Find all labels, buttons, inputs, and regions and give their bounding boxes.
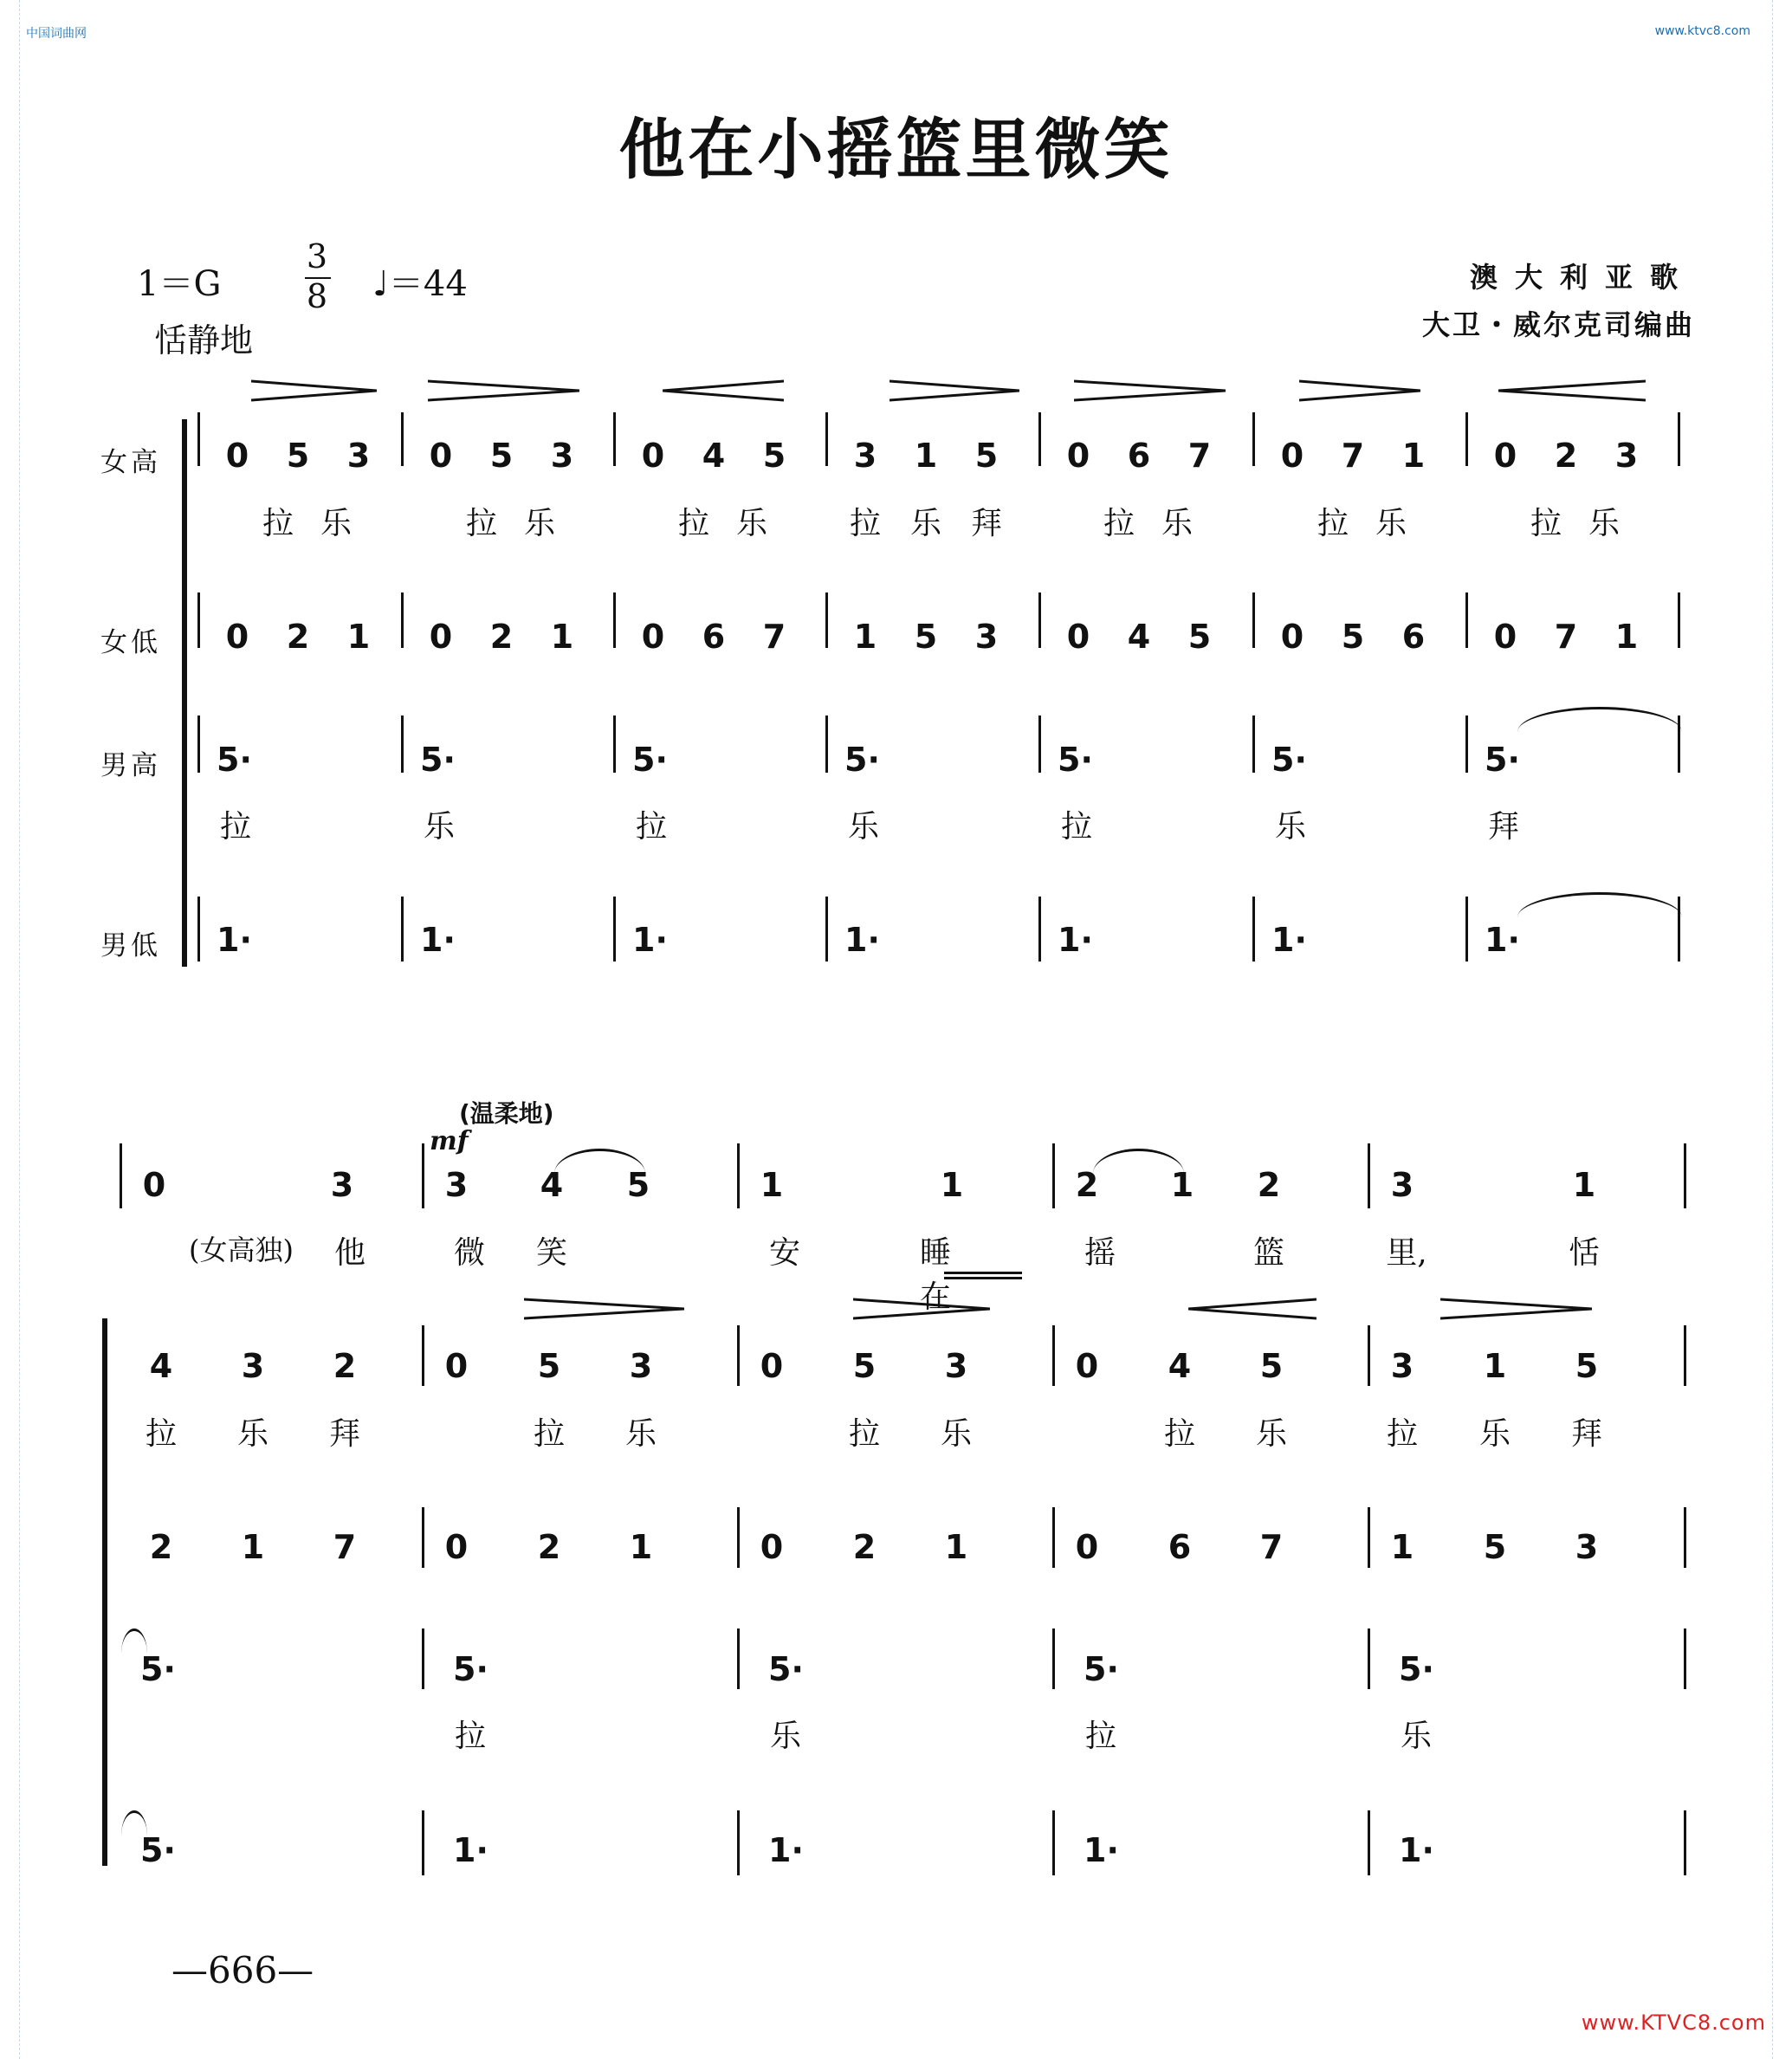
soprano-note: 5: [1259, 1347, 1284, 1385]
soprano-note: 3: [944, 1347, 968, 1385]
system1-barline-tenor: [197, 715, 200, 773]
soprano-note: 1: [1483, 1347, 1507, 1385]
watermark-bottom: www.KTVC8.com: [1581, 2010, 1766, 2035]
system2-barline-solo: [422, 1143, 424, 1208]
alto-note: 1: [241, 1528, 265, 1566]
alto-note: 0: [641, 618, 665, 656]
system1-barline-alto: [1038, 592, 1041, 648]
song-origin: 澳大利亚歌: [1469, 261, 1695, 294]
bass-note: 1·: [453, 1831, 488, 1869]
tenor-lyric: 拉: [1084, 1719, 1116, 1754]
bass-note: 1·: [420, 921, 456, 959]
system2-barline-sop: [1684, 1325, 1686, 1386]
soprano-note: 0: [1280, 437, 1304, 475]
soprano-lyric: 拉: [1530, 506, 1562, 541]
song-arranger: 大卫・威尔克司编曲: [1421, 308, 1695, 341]
system2-barline-solo: [1368, 1143, 1370, 1208]
soprano-note: 0: [1066, 437, 1090, 475]
solo-lyric: 安: [768, 1235, 800, 1271]
left-margin-strip: [0, 0, 20, 2059]
tenor-note: 5·: [1271, 741, 1307, 779]
alto-note: 1: [1390, 1528, 1414, 1566]
page-number: —666—: [171, 1949, 314, 1991]
soprano-lyric: 乐: [909, 506, 941, 541]
solo-note: 0: [142, 1166, 166, 1204]
soprano-lyric: 拉: [848, 1416, 880, 1452]
alto-note: 7: [1554, 618, 1578, 656]
alto-note: 2: [537, 1528, 561, 1566]
hairpin-crescendo: [663, 378, 784, 404]
soprano-lyric: 拉: [677, 506, 709, 541]
system1-barline-alto: [1252, 592, 1255, 648]
soprano-note: 5: [762, 437, 786, 475]
soprano-lyric: 乐: [320, 506, 352, 541]
solo-note: 3: [1390, 1166, 1414, 1204]
system1-barline-bass: [825, 897, 828, 962]
alto-note: 1: [944, 1528, 968, 1566]
tenor-note: 5·: [768, 1650, 804, 1688]
soprano-lyric: 乐: [735, 506, 767, 541]
soprano-lyric: 拉: [849, 506, 881, 541]
system1-barline-bass: [613, 897, 616, 962]
alto-note: 5: [1341, 618, 1365, 656]
system1-barline-tenor: [1038, 715, 1041, 773]
soprano-note: 6: [1127, 437, 1151, 475]
soprano-note: 4: [702, 437, 726, 475]
system2-barline-sop: [1368, 1325, 1370, 1386]
system2-barline-alto: [1368, 1507, 1370, 1568]
system2-barline-sop: [737, 1325, 740, 1386]
alto-note: 0: [429, 618, 453, 656]
system1-barline-sop: [1252, 412, 1255, 466]
soprano-lyric: 乐: [1478, 1416, 1511, 1452]
system2-barline-alto: [1684, 1507, 1686, 1568]
soprano-lyric: 拉: [1163, 1416, 1195, 1452]
soprano-note: 0: [641, 437, 665, 475]
tie: [1517, 892, 1682, 917]
soprano-lyric: 拉: [262, 506, 294, 541]
alto-note: 0: [1075, 1528, 1099, 1566]
hairpin-decrescendo: [853, 1296, 990, 1322]
hairpin-decrescendo: [428, 378, 579, 404]
alto-note: 5: [1483, 1528, 1507, 1566]
quarter-note-icon: ♩: [372, 264, 389, 304]
soprano-lyric: 乐: [940, 1416, 972, 1452]
system2-bracket: [102, 1318, 107, 1866]
system1-barline-sop: [1678, 412, 1680, 466]
alto-note: 2: [852, 1528, 877, 1566]
system2-barline-solo: [1052, 1143, 1055, 1208]
alto-note: 3: [974, 618, 999, 656]
bass-note: 1·: [1399, 1831, 1434, 1869]
soprano-lyric: 拜: [970, 506, 1002, 541]
system2-barline-bass: [1684, 1810, 1686, 1875]
soprano-note: 5: [974, 437, 999, 475]
solo-lyric: 睡在: [919, 1235, 951, 1315]
bass-note: 1·: [1058, 921, 1093, 959]
hairpin-crescendo: [1188, 1296, 1317, 1322]
bass-note: 1·: [1084, 1831, 1119, 1869]
song-title: 他在小摇篮里微笑: [618, 111, 1174, 188]
soprano-note: 7: [1187, 437, 1212, 475]
voice-label-soprano: 女高: [100, 447, 161, 478]
soprano-note: 4: [149, 1347, 173, 1385]
system1-barline-sop: [825, 412, 828, 466]
soprano-lyric: 乐: [1375, 506, 1407, 541]
system2-barline-bass: [737, 1810, 740, 1875]
system1-barline-bass: [1678, 897, 1680, 962]
hairpin-decrescendo: [1299, 378, 1420, 404]
solo-lyric: 摇: [1084, 1235, 1116, 1271]
tenor-lyric: 拉: [1060, 809, 1092, 845]
tenor-lyric: 拉: [219, 809, 251, 845]
bass-note: 1·: [1271, 921, 1307, 959]
system1-barline-alto: [1678, 592, 1680, 648]
hairpin-decrescendo: [1074, 378, 1226, 404]
dynamic-mf: mf: [430, 1126, 469, 1156]
system1-barline-bass: [1038, 897, 1041, 962]
system1-barline-tenor: [1465, 715, 1468, 773]
alto-note: 0: [225, 618, 249, 656]
solo-lyric: 微: [453, 1235, 485, 1271]
alto-note: 4: [1127, 618, 1151, 656]
system2-barline-solo: [1684, 1143, 1686, 1208]
alto-note: 7: [762, 618, 786, 656]
system2-barline-bass: [422, 1810, 424, 1875]
tenor-note: 5·: [453, 1650, 488, 1688]
hairpin-decrescendo: [1440, 1296, 1592, 1322]
soprano-lyric: 乐: [1588, 506, 1620, 541]
system1-barline-bass: [1252, 897, 1255, 962]
tenor-lyric: 拉: [454, 1719, 486, 1754]
hairpin-decrescendo: [251, 378, 377, 404]
system1-barline-bass: [197, 897, 200, 962]
voice-label-alto: 女低: [100, 627, 161, 658]
hairpin-crescendo: [1498, 378, 1646, 404]
lyric-underline: [944, 1272, 1022, 1274]
soprano-lyric: 乐: [523, 506, 555, 541]
system2-barline-sop: [422, 1325, 424, 1386]
time-signature-numerator: 3: [306, 237, 328, 275]
voice-label-tenor: 男高: [100, 750, 161, 781]
alto-note: 0: [1280, 618, 1304, 656]
system1-barline-bass: [401, 897, 404, 962]
system1-barline-alto: [613, 592, 616, 648]
bass-note: 1·: [632, 921, 668, 959]
bass-note: 1·: [768, 1831, 804, 1869]
system2-barline-alto: [422, 1507, 424, 1568]
tenor-note: 5·: [1084, 1650, 1119, 1688]
soprano-note: 3: [550, 437, 574, 475]
key-signature: 1＝G: [137, 264, 222, 304]
system1-barline-sop: [197, 412, 200, 466]
system1-bracket: [182, 419, 187, 967]
solo-note: 1: [1572, 1166, 1596, 1204]
soprano-lyric: 拉: [1103, 506, 1135, 541]
soprano-note: 2: [333, 1347, 357, 1385]
soprano-lyric: 拜: [328, 1416, 360, 1452]
alto-note: 6: [1401, 618, 1426, 656]
tenor-lyric: 乐: [1274, 809, 1306, 845]
solo-note: 2: [1257, 1166, 1281, 1204]
bass-note: 1·: [844, 921, 880, 959]
soprano-note: 0: [760, 1347, 784, 1385]
bass-note: 5·: [140, 1831, 176, 1869]
system2-barline-tenor: [1368, 1628, 1370, 1689]
tenor-note: 5·: [1058, 741, 1093, 779]
right-margin-strip: [1772, 0, 1792, 2059]
system1-barline-tenor: [613, 715, 616, 773]
alto-note: 2: [149, 1528, 173, 1566]
system2-barline-tenor: [1052, 1628, 1055, 1689]
solo-note: 1: [1170, 1166, 1194, 1204]
system1-barline-sop: [613, 412, 616, 466]
soprano-note: 3: [1614, 437, 1639, 475]
tenor-note: 5·: [140, 1650, 176, 1688]
alto-note: 1: [629, 1528, 653, 1566]
system1-barline-sop: [1465, 412, 1468, 466]
soprano-lyric: 乐: [1255, 1416, 1287, 1452]
watermark-right: www.ktvc8.com: [1654, 24, 1750, 38]
tie: [1517, 707, 1682, 732]
solo-note: 3: [330, 1166, 354, 1204]
soprano-note: 0: [444, 1347, 469, 1385]
tenor-lyric: 拜: [1487, 809, 1519, 845]
solo-lyric: 他: [333, 1235, 366, 1271]
solo-note: 1: [760, 1166, 784, 1204]
system2-barline-alto: [1052, 1507, 1055, 1568]
solo-note: 3: [444, 1166, 469, 1204]
alto-note: 6: [702, 618, 726, 656]
soprano-note: 2: [1554, 437, 1578, 475]
soprano-note: 5: [852, 1347, 877, 1385]
system2-barline-solo: [737, 1143, 740, 1208]
system1-barline-sop: [1038, 412, 1041, 466]
alto-note: 5: [914, 618, 938, 656]
alto-note: 1: [853, 618, 877, 656]
tenor-note: 5·: [420, 741, 456, 779]
system1-barline-bass: [1465, 897, 1468, 962]
tenor-note: 5·: [844, 741, 880, 779]
soprano-note: 7: [1341, 437, 1365, 475]
expression-marking: 恬静地: [154, 321, 254, 359]
tempo-marking: ♩＝44: [372, 264, 468, 304]
soprano-lyric: 拉: [533, 1416, 565, 1452]
lyric-underline: [944, 1277, 1022, 1279]
soprano-note: 3: [1390, 1347, 1414, 1385]
system2-barline-tenor: [422, 1628, 424, 1689]
soprano-note: 1: [1401, 437, 1426, 475]
system1-barline-alto: [1465, 592, 1468, 648]
solo-lyric: 篮: [1252, 1235, 1284, 1271]
system1-barline-tenor: [401, 715, 404, 773]
alto-note: 3: [1575, 1528, 1599, 1566]
tie-end: [121, 1810, 147, 1836]
alto-note: 2: [489, 618, 514, 656]
system1-barline-alto: [401, 592, 404, 648]
soprano-note: 3: [629, 1347, 653, 1385]
soprano-note: 5: [489, 437, 514, 475]
solo-note: 5: [626, 1166, 650, 1204]
system2-barline-solo: [120, 1143, 122, 1208]
soprano-note: 1: [914, 437, 938, 475]
solo-note: 2: [1075, 1166, 1099, 1204]
solo-label: (女高独): [189, 1233, 294, 1266]
soprano-note: 0: [1493, 437, 1517, 475]
solo-note: 1: [940, 1166, 964, 1204]
tenor-lyric: 拉: [635, 809, 667, 845]
system1-barline-alto: [197, 592, 200, 648]
watermark-left: 中国词曲网: [26, 27, 87, 41]
bass-note: 1·: [1485, 921, 1520, 959]
solo-lyric: 恬: [1568, 1235, 1600, 1271]
soprano-note: 0: [225, 437, 249, 475]
voice-label-bass: 男低: [100, 930, 161, 962]
alto-note: 0: [1066, 618, 1090, 656]
soprano-lyric: 拉: [145, 1416, 177, 1452]
tenor-lyric: 乐: [423, 809, 455, 845]
hairpin-decrescendo: [890, 378, 1019, 404]
system2-barline-tenor: [737, 1628, 740, 1689]
soprano-note: 3: [346, 437, 371, 475]
soprano-lyric: 乐: [624, 1416, 657, 1452]
soprano-note: 0: [1075, 1347, 1099, 1385]
tenor-lyric: 乐: [769, 1719, 801, 1754]
tenor-lyric: 乐: [847, 809, 879, 845]
system1-barline-tenor: [825, 715, 828, 773]
soprano-lyric: 拜: [1570, 1416, 1602, 1452]
alto-note: 6: [1168, 1528, 1192, 1566]
bass-note: 1·: [217, 921, 252, 959]
alto-note: 5: [1187, 618, 1212, 656]
solo-lyric: 笑: [535, 1235, 567, 1271]
soprano-lyric: 拉: [465, 506, 497, 541]
soprano-note: 5: [537, 1347, 561, 1385]
soprano-lyric: 乐: [1161, 506, 1193, 541]
alto-note: 0: [760, 1528, 784, 1566]
system1-barline-tenor: [1252, 715, 1255, 773]
system2-barline-bass: [1052, 1810, 1055, 1875]
tenor-lyric: 乐: [1400, 1719, 1432, 1754]
alto-note: 1: [550, 618, 574, 656]
soprano-note: 4: [1168, 1347, 1192, 1385]
alto-note: 2: [286, 618, 310, 656]
solo-lyric: 里,: [1386, 1235, 1427, 1271]
system1-barline-alto: [825, 592, 828, 648]
slur: [554, 1149, 645, 1174]
soprano-note: 3: [853, 437, 877, 475]
time-signature-denominator: 8: [306, 277, 328, 315]
tenor-note: 5·: [1399, 1650, 1434, 1688]
system2-barline-sop: [1052, 1325, 1055, 1386]
system2-barline-bass: [1368, 1810, 1370, 1875]
alto-note: 1: [1614, 618, 1639, 656]
alto-note: 7: [1259, 1528, 1284, 1566]
soprano-lyric: 拉: [1386, 1416, 1418, 1452]
solo-note: 4: [540, 1166, 564, 1204]
soprano-note: 5: [1575, 1347, 1599, 1385]
alto-note: 0: [1493, 618, 1517, 656]
system1-barline-sop: [401, 412, 404, 466]
tie-end: [121, 1628, 147, 1654]
alto-note: 7: [333, 1528, 357, 1566]
system2-barline-alto: [737, 1507, 740, 1568]
alto-note: 0: [444, 1528, 469, 1566]
soprano-note: 0: [429, 437, 453, 475]
tenor-note: 5·: [217, 741, 252, 779]
tempo-expression-warmly: (温柔地): [459, 1099, 554, 1128]
tenor-note: 5·: [1485, 741, 1520, 779]
alto-note: 1: [346, 618, 371, 656]
soprano-lyric: 乐: [236, 1416, 268, 1452]
system2-barline-tenor: [1684, 1628, 1686, 1689]
slur: [1093, 1149, 1184, 1174]
soprano-note: 3: [241, 1347, 265, 1385]
hairpin-decrescendo: [524, 1296, 684, 1322]
soprano-note: 5: [286, 437, 310, 475]
tenor-note: 5·: [632, 741, 668, 779]
soprano-lyric: 拉: [1317, 506, 1349, 541]
